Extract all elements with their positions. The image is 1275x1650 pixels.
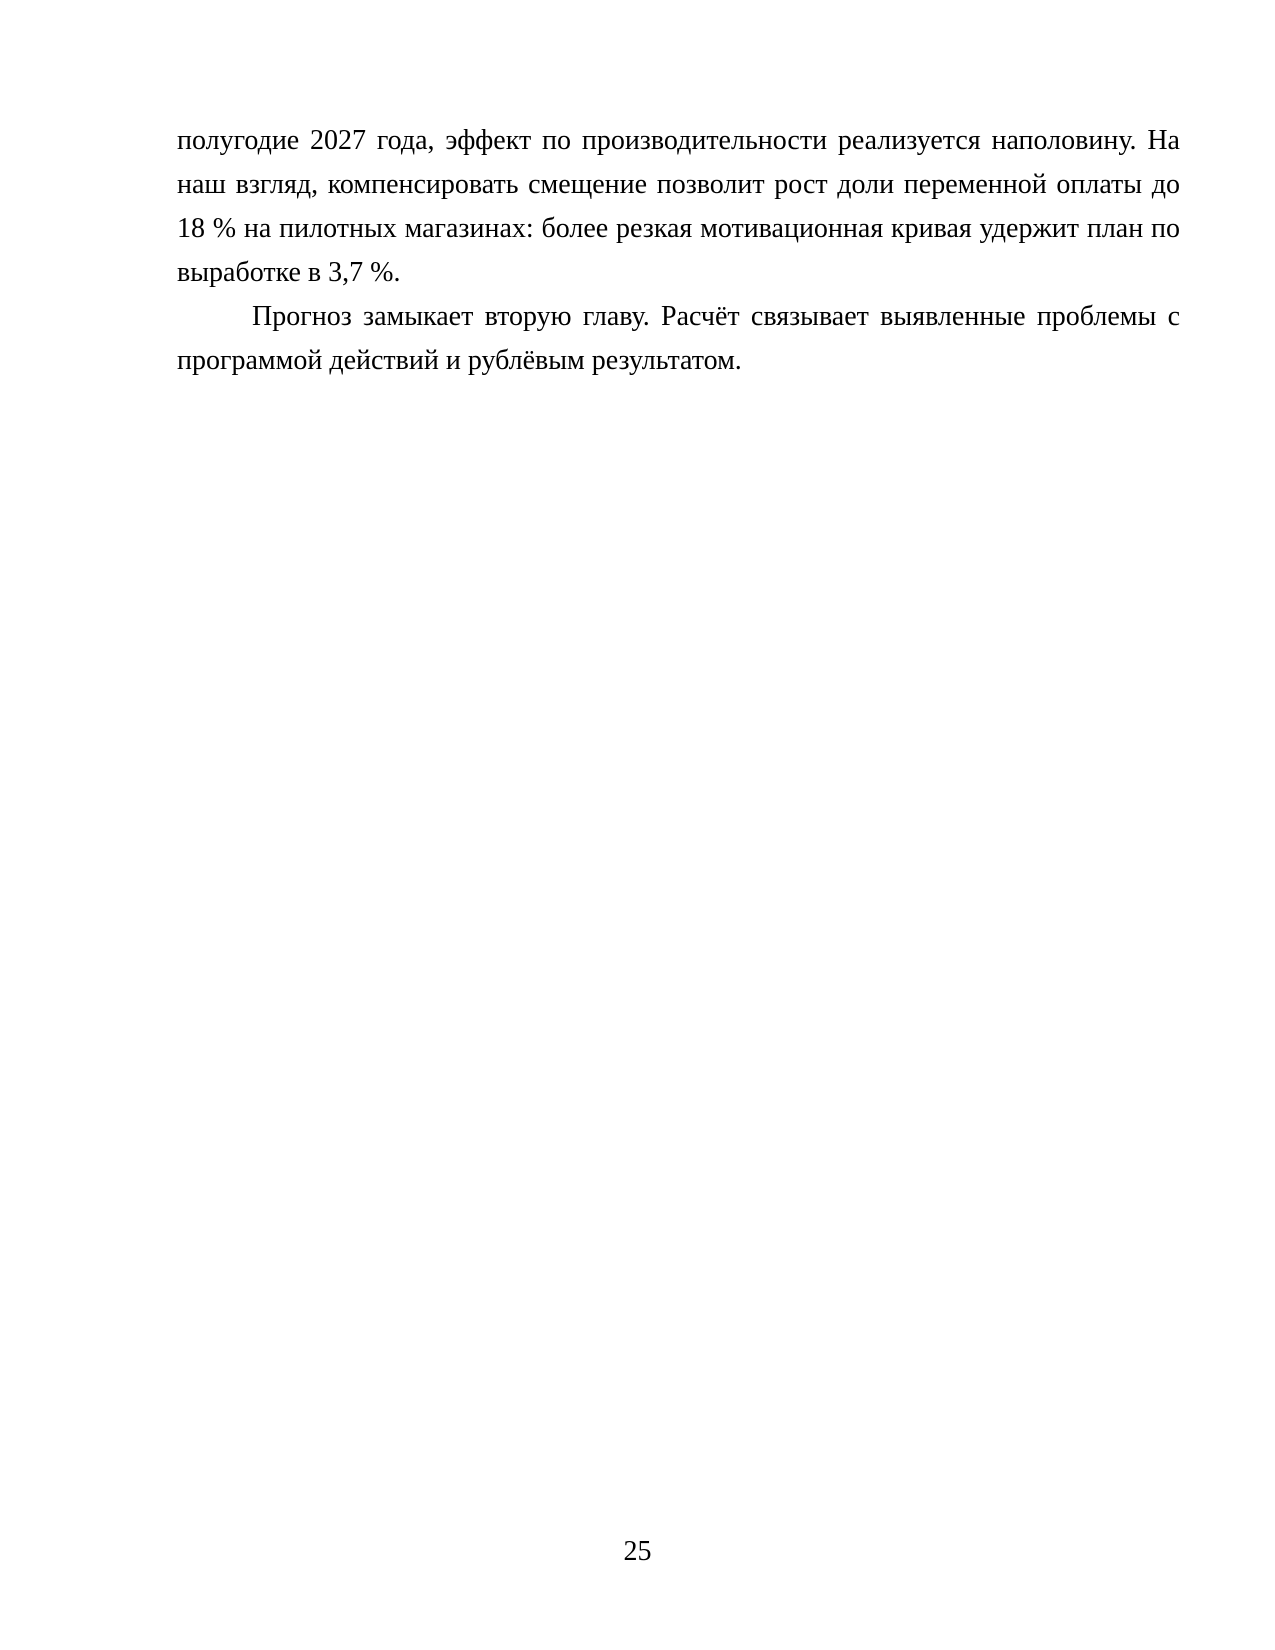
- page-number: 25: [623, 1536, 652, 1567]
- paragraph-continuation: полугодие 2027 года, эффект по производительности реализуется наполовину. На наш взгляд, компенсировать смещение позволит рост доли переменной оплаты до 18 % на пилотных магазинах: более резкая мотивационная кривая удержит план по выработке в 3,7 %.: [177, 125, 1180, 288]
- body-text: [177, 119, 1180, 383]
- paragraph-conclusion: Прогноз замыкает вторую главу. Расчёт связывает выявленные проблемы с программой действий и рублёвым результатом.: [177, 301, 1180, 376]
